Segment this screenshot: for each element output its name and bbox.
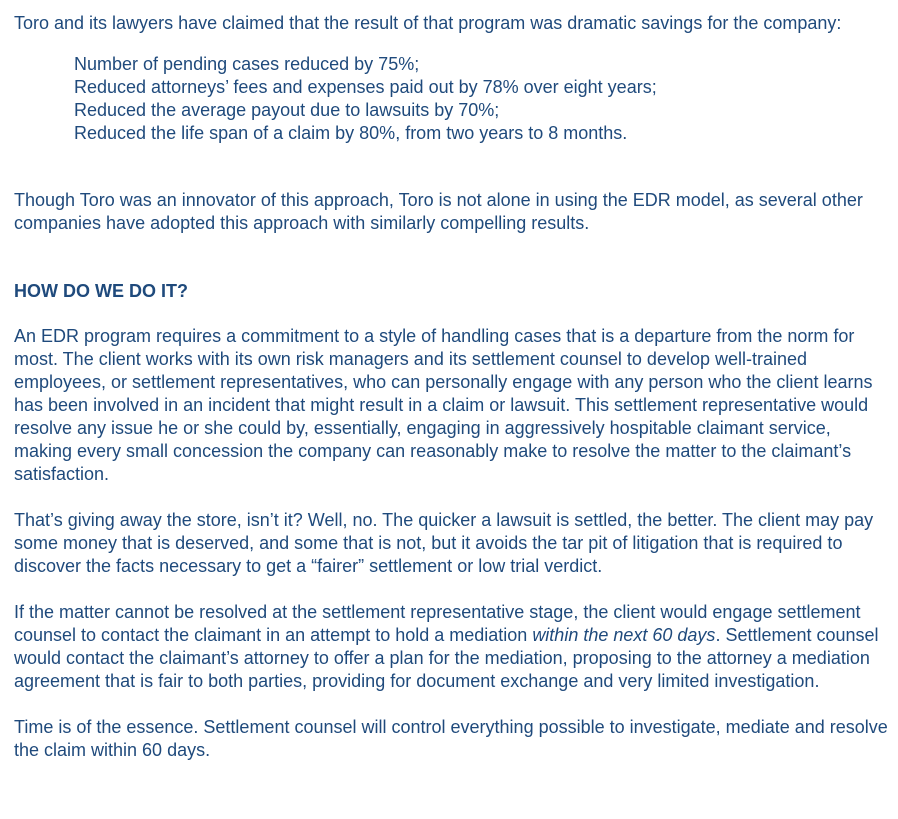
time-paragraph: Time is of the essence. Settlement counsel will control everything possible to investigate, mediate and resolve the claim within 60 days. [14,717,888,760]
program-paragraph: An EDR program requires a commitment to a style of handling cases that is a departure from the norm for most. The client works with its own risk managers and its settlement counsel to develop well-trained employees, or settlement representatives, who can personally engage with any person who the client learns has been involved in an incident that might result in a claim or lawsuit. This settlement representative would resolve any issue he or she could by, essentially, engaging in aggressively hospitable claimant service, making every small concession the company can reasonably make to resolve the matter to the claimant’s satisfaction. [14,326,873,484]
savings-item: Reduced attorneys’ fees and expenses paid out by 78% over eight years; [74,77,657,97]
mediation-text-before: If the matter cannot be resolved at the settlement representative stage, the client would engage settlement counsel to contact the claimant in an attempt to hold a mediation [14,602,861,645]
mediation-paragraph [14,601,890,693]
savings-item: Reduced the life span of a claim by 80%, from two years to 8 months. [74,123,628,143]
section-heading: HOW DO WE DO IT? [14,281,188,301]
innovator-paragraph: Though Toro was an innovator of this approach, Toro is not alone in using the EDR model, as several other companies have adopted this approach with similarly compelling results. [14,190,863,233]
mediation-text-after: . Settlement counsel would contact the claimant’s attorney to offer a plan for the mediation, proposing to the attorney a mediation agreement that is fair to both parties, providing for document exchange and very limited investigation. [14,625,879,691]
savings-item: Number of pending cases reduced by 75%; [74,54,420,74]
savings-list [74,53,890,145]
savings-item: Reduced the average payout due to lawsuits by 70%; [74,100,500,120]
document-page [14,12,890,762]
mediation-emphasis: within the next 60 days [532,625,716,645]
intro-paragraph: Toro and its lawyers have claimed that the result of that program was dramatic savings for the company: [14,13,842,33]
store-paragraph: That’s giving away the store, isn’t it? Well, no. The quicker a lawsuit is settled, the better. The client may pay some money that is deserved, and some that is not, but it avoids the tar pit of litigation that is required to discover the facts necessary to get a “fairer” settlement or low trial verdict. [14,510,874,576]
